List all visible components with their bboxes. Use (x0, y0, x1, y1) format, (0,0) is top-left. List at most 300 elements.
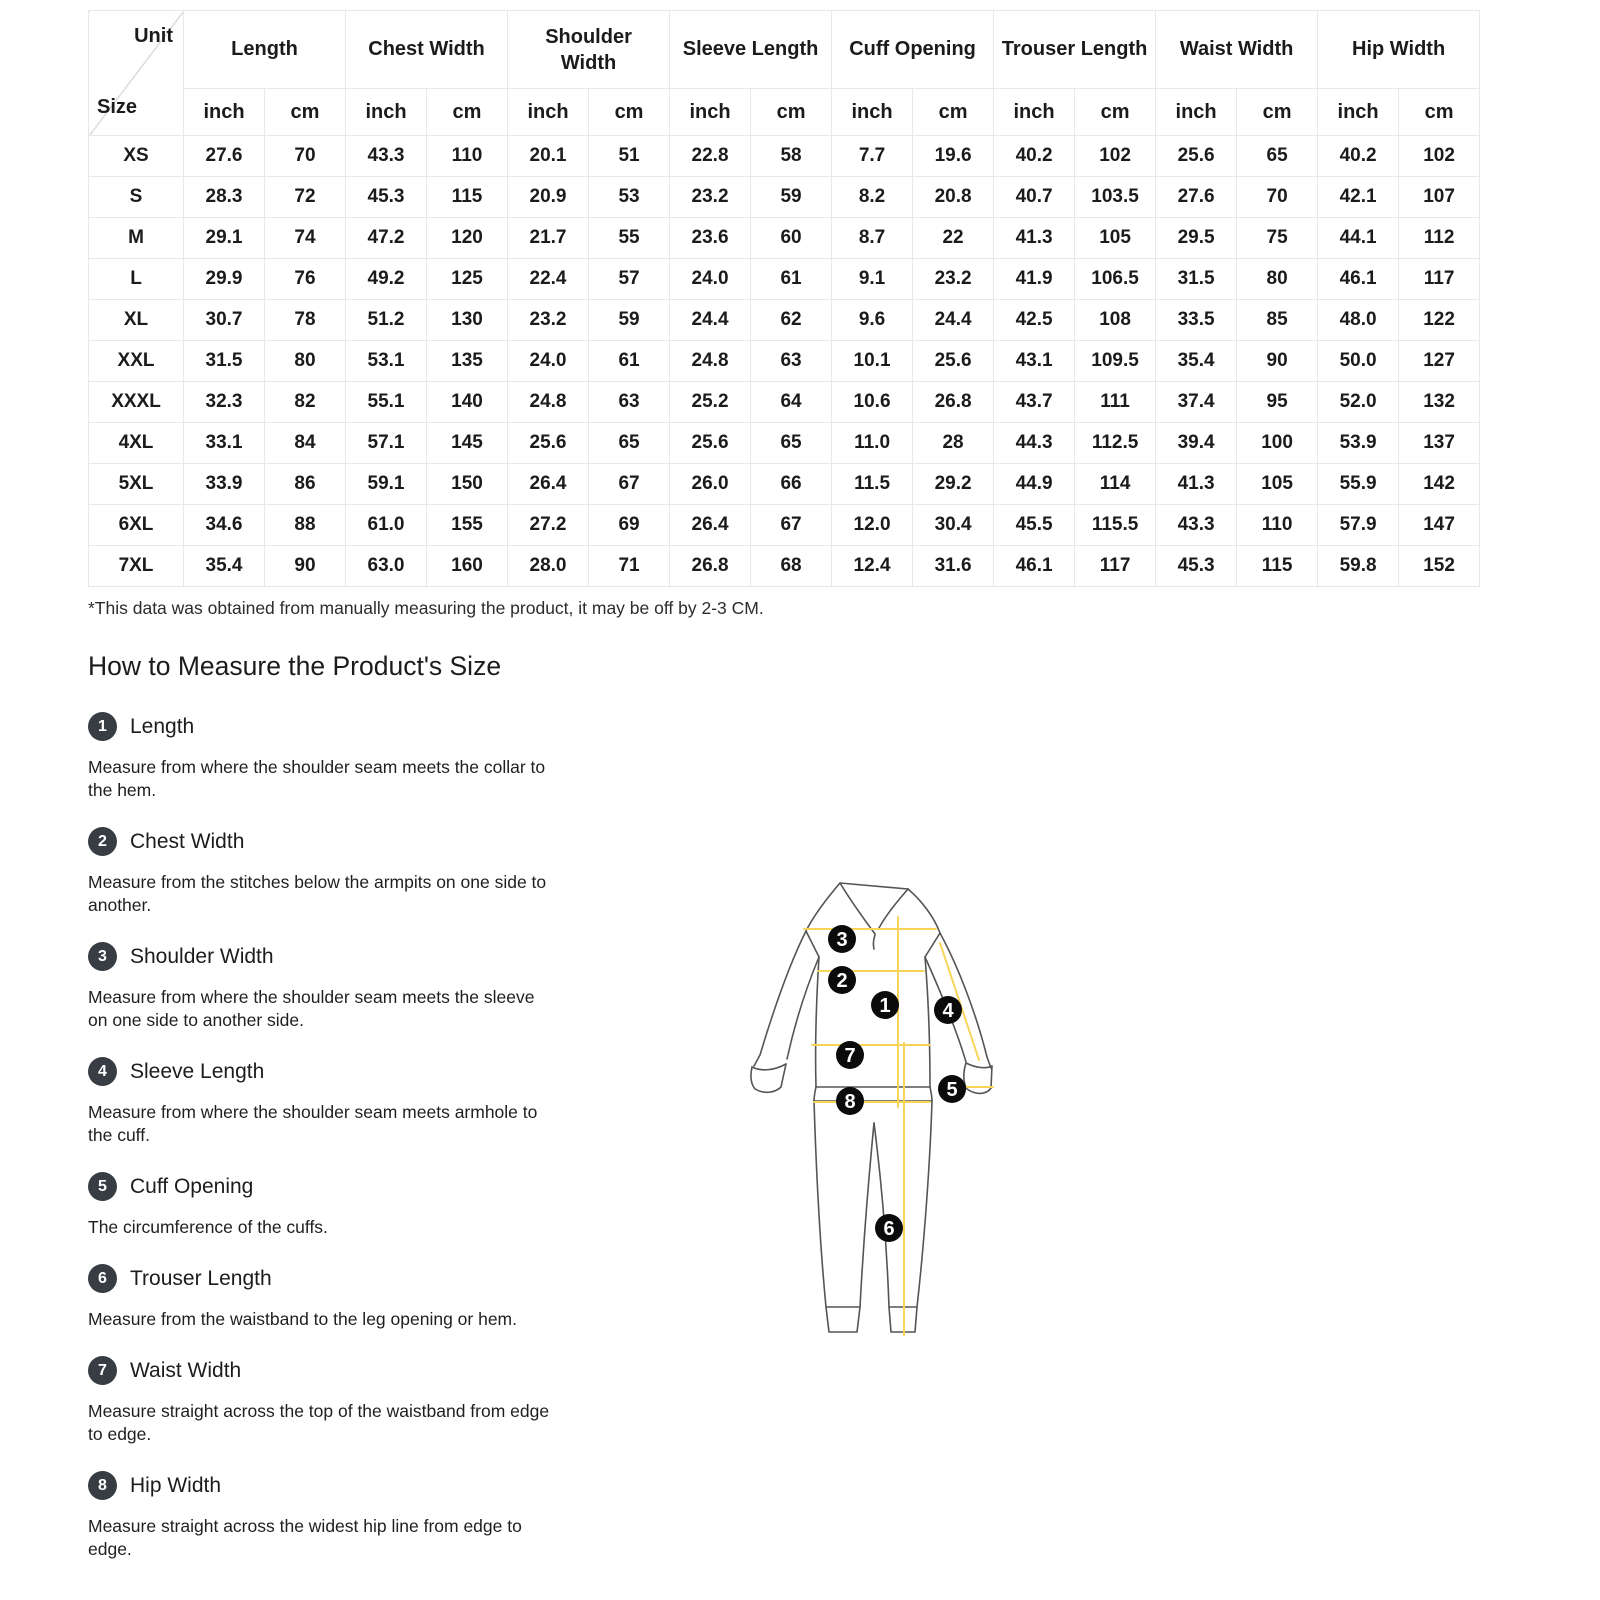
measurement-value: 43.7 (994, 382, 1075, 423)
measurement-value: 155 (427, 505, 508, 546)
measurement-value: 61 (589, 341, 670, 382)
measurement-value: 152 (1399, 546, 1480, 587)
unit-header: cm (913, 89, 994, 136)
unit-header: cm (1399, 89, 1480, 136)
measurement-value: 137 (1399, 423, 1480, 464)
measure-item-header (88, 1057, 648, 1086)
measurement-value: 72 (265, 177, 346, 218)
measure-item (88, 1471, 648, 1561)
step-number-badge: 3 (88, 942, 117, 971)
measurement-value: 71 (589, 546, 670, 587)
measurement-value: 55 (589, 218, 670, 259)
measurement-value: 53.1 (346, 341, 427, 382)
measurement-value: 28 (913, 423, 994, 464)
measurement-value: 29.1 (184, 218, 265, 259)
hood-drawstring (873, 935, 875, 949)
measurement-value: 31.5 (1156, 259, 1237, 300)
measurement-value: 24.4 (670, 300, 751, 341)
unit-header: inch (346, 89, 427, 136)
measurement-value: 84 (265, 423, 346, 464)
measurement-value: 24.8 (670, 341, 751, 382)
measurement-value: 45.3 (346, 177, 427, 218)
measurement-value: 65 (751, 423, 832, 464)
measure-item-header (88, 1471, 648, 1500)
table-row (89, 218, 1480, 259)
measurement-value: 102 (1075, 136, 1156, 177)
left-leg-inner (860, 1123, 874, 1307)
measurement-value: 10.1 (832, 341, 913, 382)
step-number-badge: 7 (88, 1356, 117, 1385)
measure-item (88, 942, 648, 1032)
measurement-value: 160 (427, 546, 508, 587)
measurement-value: 60 (751, 218, 832, 259)
measure-item-header (88, 1264, 648, 1293)
diagram-badge-sleeve-length (934, 996, 962, 1024)
diagram-badge-chest-width (828, 966, 856, 994)
measurement-value: 24.4 (913, 300, 994, 341)
measurement-value: 100 (1237, 423, 1318, 464)
column-group-header: Shoulder Width (508, 11, 670, 89)
unit-header: inch (1156, 89, 1237, 136)
tracksuit-diagram-svg (690, 855, 1030, 1425)
column-group-header: Trouser Length (994, 11, 1156, 89)
measurement-value: 114 (1075, 464, 1156, 505)
measurement-value: 109.5 (1075, 341, 1156, 382)
measure-item (88, 712, 648, 802)
measurement-value: 108 (1075, 300, 1156, 341)
left-shoulder-seam (806, 931, 819, 957)
measurement-value: 150 (427, 464, 508, 505)
measurement-value: 65 (1237, 136, 1318, 177)
measure-item-label: Trouser Length (130, 1266, 272, 1290)
measure-item (88, 1172, 648, 1239)
measurement-value: 74 (265, 218, 346, 259)
measurement-value: 43.3 (346, 136, 427, 177)
table-row (89, 136, 1480, 177)
measurement-value: 82 (265, 382, 346, 423)
measurement-value: 59 (751, 177, 832, 218)
measurement-value: 23.2 (913, 259, 994, 300)
column-group-header: Hip Width (1318, 11, 1480, 89)
measurement-value: 53 (589, 177, 670, 218)
table-row (89, 300, 1480, 341)
diagram-badge-shoulder-width (828, 925, 856, 953)
unit-header-row (89, 89, 1480, 136)
hem-band-left (814, 1087, 816, 1101)
measure-item (88, 827, 648, 917)
measurement-value: 45.5 (994, 505, 1075, 546)
measurement-value: 62 (751, 300, 832, 341)
measure-item-header (88, 1172, 648, 1201)
measurement-value: 65 (589, 423, 670, 464)
badge-number: 1 (879, 995, 891, 1017)
measurement-value: 135 (427, 341, 508, 382)
measurement-value: 57.9 (1318, 505, 1399, 546)
measure-item-description: Measure straight across the widest hip line from edge to edge. (88, 1516, 522, 1559)
measurement-value: 22.8 (670, 136, 751, 177)
measurement-value: 42.5 (994, 300, 1075, 341)
measurement-value: 63 (751, 341, 832, 382)
measurement-value: 86 (265, 464, 346, 505)
column-group-header: Cuff Opening (832, 11, 994, 89)
column-group-header: Chest Width (346, 11, 508, 89)
measurement-value: 70 (1237, 177, 1318, 218)
measure-item (88, 1057, 648, 1147)
step-number-badge: 2 (88, 827, 117, 856)
measurement-value: 132 (1399, 382, 1480, 423)
hood-right-edge (908, 889, 940, 933)
measurement-value: 40.7 (994, 177, 1075, 218)
measurement-value: 63.0 (346, 546, 427, 587)
measurement-value: 110 (1237, 505, 1318, 546)
unit-header: cm (1075, 89, 1156, 136)
measurement-value: 58 (751, 136, 832, 177)
size-label: 6XL (89, 505, 184, 546)
measurement-value: 48.0 (1318, 300, 1399, 341)
measurement-value: 25.6 (1156, 136, 1237, 177)
unit-header: inch (670, 89, 751, 136)
measurement-value: 25.2 (670, 382, 751, 423)
measurement-value: 67 (751, 505, 832, 546)
measurement-value: 35.4 (1156, 341, 1237, 382)
measure-item (88, 1356, 648, 1446)
measurement-value: 106.5 (1075, 259, 1156, 300)
measurement-value: 23.6 (670, 218, 751, 259)
size-label: 4XL (89, 423, 184, 464)
measure-item-label: Length (130, 714, 195, 738)
unit-header: cm (427, 89, 508, 136)
table-row (89, 546, 1480, 587)
size-label: XS (89, 136, 184, 177)
measurement-value: 64 (751, 382, 832, 423)
measurement-value: 66 (751, 464, 832, 505)
measurement-value: 30.4 (913, 505, 994, 546)
measurement-value: 24.0 (508, 341, 589, 382)
measurement-value: 88 (265, 505, 346, 546)
table-row (89, 505, 1480, 546)
measurement-value: 49.2 (346, 259, 427, 300)
size-label: S (89, 177, 184, 218)
step-number-badge: 1 (88, 712, 117, 741)
measurement-value: 145 (427, 423, 508, 464)
hood-v-right (879, 889, 908, 928)
badge-number: 3 (836, 929, 848, 951)
measurement-value: 29.9 (184, 259, 265, 300)
body-left-side (816, 957, 819, 1087)
unit-header: inch (994, 89, 1075, 136)
measurement-value: 61.0 (346, 505, 427, 546)
measurement-value: 45.3 (1156, 546, 1237, 587)
measurement-value: 102 (1399, 136, 1480, 177)
measurement-value: 55.9 (1318, 464, 1399, 505)
measurement-value: 50.0 (1318, 341, 1399, 382)
diagram-badge-cuff-opening (938, 1075, 966, 1103)
size-label: 7XL (89, 546, 184, 587)
diagram-badge-hip-width (836, 1087, 864, 1115)
table-row (89, 341, 1480, 382)
size-chart-table (88, 10, 1480, 587)
measure-items (88, 712, 648, 1561)
badge-number: 4 (942, 1000, 954, 1022)
measurement-value: 122 (1399, 300, 1480, 341)
measurement-value: 57.1 (346, 423, 427, 464)
step-number-badge: 6 (88, 1264, 117, 1293)
measurement-value: 29.2 (913, 464, 994, 505)
measurement-value: 127 (1399, 341, 1480, 382)
unit-header: inch (508, 89, 589, 136)
measurement-value: 68 (751, 546, 832, 587)
measurement-disclaimer-note: *This data was obtained from manually measuring the product, it may be off by 2-3 CM. (88, 598, 764, 618)
table-row (89, 423, 1480, 464)
measurement-value: 63 (589, 382, 670, 423)
measurement-value: 90 (265, 546, 346, 587)
measurement-value: 47.2 (346, 218, 427, 259)
right-cuff-top (966, 1063, 992, 1068)
measurement-value: 41.9 (994, 259, 1075, 300)
measure-item-header (88, 1356, 648, 1385)
badge-number: 8 (844, 1091, 856, 1113)
step-number-badge: 5 (88, 1172, 117, 1201)
measurement-value: 11.5 (832, 464, 913, 505)
measurement-value: 120 (427, 218, 508, 259)
measurement-value: 76 (265, 259, 346, 300)
measurement-value: 41.3 (994, 218, 1075, 259)
column-group-header: Waist Width (1156, 11, 1318, 89)
measurement-value: 10.6 (832, 382, 913, 423)
measurement-value: 61 (751, 259, 832, 300)
measurement-value: 33.5 (1156, 300, 1237, 341)
size-label: XXXL (89, 382, 184, 423)
unit-header: cm (265, 89, 346, 136)
measurement-value: 24.8 (508, 382, 589, 423)
badge-number: 7 (844, 1045, 856, 1067)
measurement-value: 110 (427, 136, 508, 177)
how-to-measure-section (88, 651, 648, 1561)
measurement-value: 33.9 (184, 464, 265, 505)
measurement-value: 42.1 (1318, 177, 1399, 218)
hood-top-edge (840, 883, 908, 889)
measurement-value: 20.1 (508, 136, 589, 177)
measurement-value: 75 (1237, 218, 1318, 259)
measurement-value: 90 (1237, 341, 1318, 382)
measurement-value: 59.1 (346, 464, 427, 505)
measurement-value: 27.2 (508, 505, 589, 546)
measure-item-description: The circumference of the cuffs. (88, 1217, 328, 1237)
measurement-value: 142 (1399, 464, 1480, 505)
measure-item-header (88, 712, 648, 741)
measure-item (88, 1264, 648, 1331)
measurement-value: 33.1 (184, 423, 265, 464)
measure-item-label: Chest Width (130, 829, 245, 853)
size-label: XXL (89, 341, 184, 382)
measurement-value: 117 (1075, 546, 1156, 587)
measurement-value: 57 (589, 259, 670, 300)
measure-item-header (88, 942, 648, 971)
measurement-value: 12.4 (832, 546, 913, 587)
measurement-value: 69 (589, 505, 670, 546)
measurement-value: 111 (1075, 382, 1156, 423)
measurement-value: 44.9 (994, 464, 1075, 505)
measurement-value: 9.6 (832, 300, 913, 341)
measurement-value: 8.2 (832, 177, 913, 218)
diagram-badge-length (871, 991, 899, 1019)
garment-outline (751, 883, 992, 1332)
left-leg-outer (814, 1101, 826, 1307)
right-shoulder-seam (925, 933, 940, 957)
unit-header: cm (1237, 89, 1318, 136)
badge-number: 6 (883, 1218, 895, 1240)
measurement-value: 115.5 (1075, 505, 1156, 546)
measurement-value: 115 (427, 177, 508, 218)
diagram-badge-waist-width (836, 1041, 864, 1069)
unit-size-corner-cell (89, 11, 184, 136)
size-label: 5XL (89, 464, 184, 505)
measurement-value: 43.3 (1156, 505, 1237, 546)
measure-item-label: Waist Width (130, 1358, 242, 1382)
right-leg-outer (917, 1101, 932, 1307)
measurement-value: 25.6 (670, 423, 751, 464)
body-right-side (925, 957, 930, 1087)
size-label: XL (89, 300, 184, 341)
measurement-value: 29.5 (1156, 218, 1237, 259)
measurement-value: 130 (427, 300, 508, 341)
measurement-value: 35.4 (184, 546, 265, 587)
step-number-badge: 4 (88, 1057, 117, 1086)
measurement-value: 23.2 (508, 300, 589, 341)
measurement-value: 112 (1399, 218, 1480, 259)
measurement-value: 27.6 (1156, 177, 1237, 218)
unit-header: inch (184, 89, 265, 136)
measurement-value: 28.3 (184, 177, 265, 218)
measure-item-description: Measure from the stitches below the armpits on one side to another. (88, 872, 547, 915)
measurement-value: 26.8 (670, 546, 751, 587)
measurement-value: 105 (1075, 218, 1156, 259)
table-row (89, 382, 1480, 423)
measurement-value: 37.4 (1156, 382, 1237, 423)
measurement-value: 8.7 (832, 218, 913, 259)
measurement-value: 112.5 (1075, 423, 1156, 464)
measurement-value: 53.9 (1318, 423, 1399, 464)
measure-item-description: Measure from the waistband to the leg opening or hem. (88, 1309, 517, 1329)
measurement-value: 31.5 (184, 341, 265, 382)
measurement-value: 12.0 (832, 505, 913, 546)
measurement-value: 115 (1237, 546, 1318, 587)
unit-header: cm (751, 89, 832, 136)
column-group-header: Sleeve Length (670, 11, 832, 89)
measurement-diagram (690, 855, 1030, 1425)
left-sleeve-inner (787, 957, 819, 1059)
measurement-value: 11.0 (832, 423, 913, 464)
left-cuff-top (752, 1064, 786, 1070)
table-row (89, 464, 1480, 505)
group-header-row (89, 11, 1480, 89)
measurement-value: 44.3 (994, 423, 1075, 464)
measurement-value: 26.0 (670, 464, 751, 505)
measurement-value: 26.8 (913, 382, 994, 423)
measurement-value: 25.6 (913, 341, 994, 382)
measurement-value: 20.9 (508, 177, 589, 218)
measurement-value: 55.1 (346, 382, 427, 423)
measurement-value: 41.3 (1156, 464, 1237, 505)
corner-unit-label: Unit (134, 25, 173, 47)
measurement-value: 59 (589, 300, 670, 341)
size-label: M (89, 218, 184, 259)
measurement-value: 19.6 (913, 136, 994, 177)
measurement-value: 20.8 (913, 177, 994, 218)
corner-size-label: Size (97, 96, 138, 118)
measurement-value: 52.0 (1318, 382, 1399, 423)
measurement-value: 59.8 (1318, 546, 1399, 587)
measurement-value: 51.2 (346, 300, 427, 341)
unit-header: inch (832, 89, 913, 136)
diagram-badge-trouser-length (875, 1214, 903, 1242)
measurement-value: 21.7 (508, 218, 589, 259)
table-row (89, 259, 1480, 300)
badge-number: 2 (836, 970, 848, 992)
measurement-value: 46.1 (1318, 259, 1399, 300)
size-table-body (89, 136, 1480, 587)
measurement-value: 85 (1237, 300, 1318, 341)
measurement-value: 27.6 (184, 136, 265, 177)
measurement-value: 34.6 (184, 505, 265, 546)
measurement-value: 78 (265, 300, 346, 341)
measurement-value: 67 (589, 464, 670, 505)
measurement-value: 26.4 (670, 505, 751, 546)
hem-band-right (930, 1087, 932, 1101)
measurement-value: 39.4 (1156, 423, 1237, 464)
left-leg-cuff (826, 1307, 860, 1332)
measurement-value: 125 (427, 259, 508, 300)
measurement-value: 26.4 (508, 464, 589, 505)
measure-item-description: Measure from where the shoulder seam meets armhole to the cuff. (88, 1102, 538, 1145)
unit-header: inch (1318, 89, 1399, 136)
measure-item-description: Measure from where the shoulder seam meets the collar to the hem. (88, 757, 546, 800)
measurement-value: 70 (265, 136, 346, 177)
measurement-value: 44.1 (1318, 218, 1399, 259)
table-row (89, 177, 1480, 218)
badge-number: 5 (946, 1079, 958, 1101)
column-group-header: Length (184, 11, 346, 89)
measurement-value: 7.7 (832, 136, 913, 177)
measurement-value: 24.0 (670, 259, 751, 300)
measurement-value: 30.7 (184, 300, 265, 341)
measurement-value: 25.6 (508, 423, 589, 464)
measurement-value: 140 (427, 382, 508, 423)
measurement-value: 28.0 (508, 546, 589, 587)
measurement-value: 22.4 (508, 259, 589, 300)
measure-item-label: Cuff Opening (130, 1174, 254, 1198)
measurement-value: 32.3 (184, 382, 265, 423)
measure-item-label: Shoulder Width (130, 944, 274, 968)
how-to-measure-title: How to Measure the Product's Size (88, 651, 502, 681)
measure-item-header (88, 827, 648, 856)
measurement-value: 40.2 (1318, 136, 1399, 177)
size-label: L (89, 259, 184, 300)
measurement-value: 80 (265, 341, 346, 382)
unit-header: cm (589, 89, 670, 136)
measurement-value: 80 (1237, 259, 1318, 300)
measurement-value: 51 (589, 136, 670, 177)
measurement-value: 103.5 (1075, 177, 1156, 218)
measurement-value: 9.1 (832, 259, 913, 300)
measure-item-label: Sleeve Length (130, 1059, 265, 1083)
measurement-value: 147 (1399, 505, 1480, 546)
measurement-value: 40.2 (994, 136, 1075, 177)
hood-left-edge (806, 883, 840, 931)
measurement-value: 46.1 (994, 546, 1075, 587)
measurement-value: 95 (1237, 382, 1318, 423)
measurement-value: 22 (913, 218, 994, 259)
